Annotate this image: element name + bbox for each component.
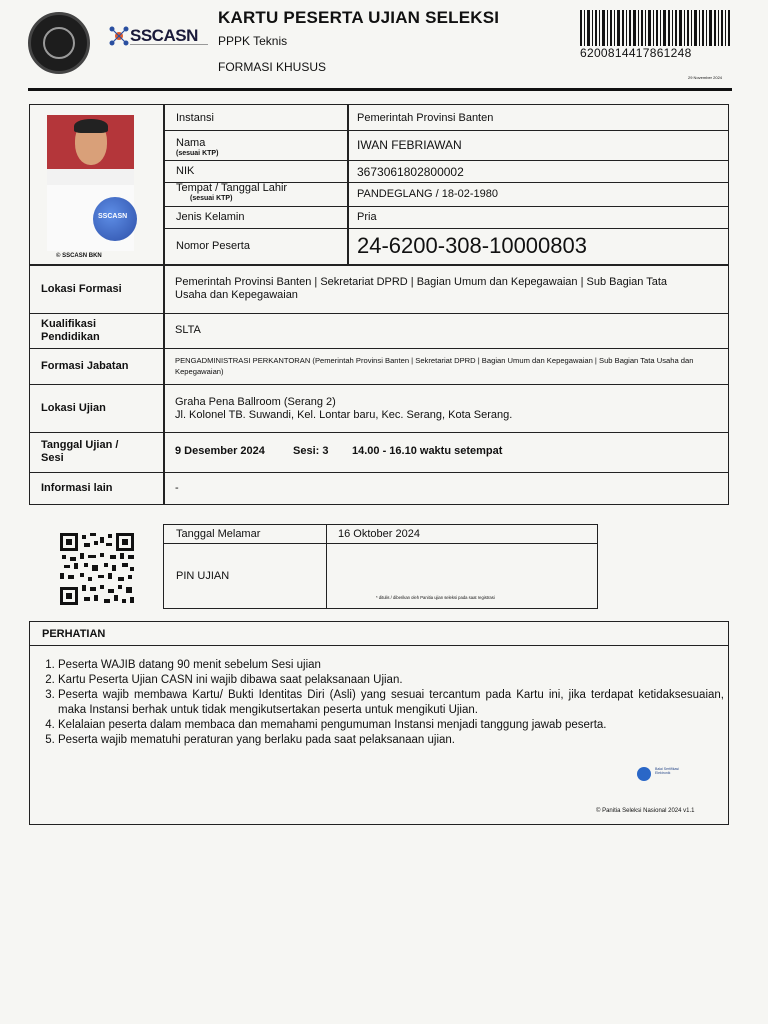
qr-code <box>60 533 134 605</box>
nomor-peserta-value: 24-6200-308-10000803 <box>357 233 587 258</box>
sesi-value: Sesi: 3 <box>293 445 329 457</box>
tanggal-ujian-label-1: Tanggal Ujian / <box>41 439 119 451</box>
informasi-lain-label: Informasi lain <box>41 482 113 494</box>
kualifikasi-label-1: Kualifikasi <box>41 318 97 330</box>
tanggal-melamar-label: Tanggal Melamar <box>176 528 261 540</box>
sscasn-logo <box>108 24 208 50</box>
ttl-value: PANDEGLANG / 18-02-1980 <box>357 188 499 200</box>
lokasi-formasi-value: Pemerintah Provinsi Banten | Sekretariat DPRD | Bagian Umum dan Kepegawaian | Sub Bagian Tata Usaha dan Kepegawaian <box>175 276 668 301</box>
nama-value: IWAN FEBRIAWAN <box>357 138 462 152</box>
instansi-label: Instansi <box>176 112 214 124</box>
ttl-label: Tempat / Tanggal Lahir <box>176 182 288 194</box>
tanggal-ujian-label-2: Sesi <box>41 452 64 464</box>
perhatian-item: 1. Peserta WAJIB datang 90 menit sebelum Sesi ujian <box>58 658 724 673</box>
instansi-value: Pemerintah Provinsi Banten <box>357 112 494 124</box>
nama-label: Nama <box>176 137 206 149</box>
print-date: 29 November 2024 <box>688 75 723 80</box>
perhatian-item: 2. Kartu Peserta Ujian CASN ini wajib dibawa saat pelaksanaan Ujian. <box>58 673 724 688</box>
bkn-logo <box>28 12 90 74</box>
lokasi-ujian-label: Lokasi Ujian <box>41 402 106 414</box>
sscasn-network-icon <box>108 24 130 48</box>
perhatian-item: 5. Peserta wajib mematuhi peraturan yang berlaku pada saat pelaksanaan ujian. <box>58 733 724 748</box>
kualifikasi-value: SLTA <box>175 324 201 336</box>
lokasi-ujian-line2: Jl. Kolonel TB. Suwandi, Kel. Lontar baru, Kec. Serang, Kota Serang. <box>175 409 513 421</box>
jenis-kelamin-label: Jenis Kelamin <box>176 211 245 223</box>
nama-sub: (sesuai KTP) <box>176 150 219 157</box>
card-subtitle-pppk: PPPK Teknis <box>218 34 288 48</box>
sscasn-stamp <box>93 197 137 241</box>
header-divider <box>28 88 732 91</box>
participant-photo <box>47 115 134 185</box>
pin-note: * ditulis / diberikan oleh Panitia ujian seleksi pada saat registrasi <box>376 595 495 600</box>
pin-ujian-label: PIN UJIAN <box>176 570 230 582</box>
nik-value: 3673061802800002 <box>357 165 464 179</box>
footer-copyright: © Panitia Seleksi Nasional 2024 v1.1 <box>596 808 695 814</box>
tanggal-ujian-value: 9 Desember 2024 <box>175 445 265 457</box>
formasi-jabatan-value: PENGADMINISTRASI PERKANTORAN (Pemerintah Provinsi Banten | Sekretariat DPRD | Bagian Umum dan Kepegawaian | Sub Bagian Tata Usaha dan Kepegawaian) <box>175 356 694 376</box>
barcode <box>580 10 730 46</box>
lokasi-ujian-line1: Graha Pena Ballroom (Serang 2) <box>175 396 336 408</box>
card-subtitle-formasi: FORMASI KHUSUS <box>218 60 327 74</box>
lokasi-formasi-label: Lokasi Formasi <box>41 283 122 295</box>
photo-caption: © SSCASN BKN <box>56 253 102 259</box>
formasi-jabatan-label: Formasi Jabatan <box>41 360 129 372</box>
perhatian-item: 4. Kelalaian peserta dalam membaca dan memahami pengumuman Instansi menjadi tanggung jawab peserta. <box>58 718 724 733</box>
waktu-value: 14.00 - 16.10 waktu setempat <box>352 445 503 457</box>
perhatian-title: PERHATIAN <box>42 628 106 640</box>
card-title: KARTU PESERTA UJIAN SELEKSI <box>218 8 500 27</box>
stamp-text: SSCASN <box>98 213 128 220</box>
perhatian-list <box>40 658 724 748</box>
nomor-peserta-label: Nomor Peserta <box>176 240 250 252</box>
kualifikasi-label-2: Pendidikan <box>41 331 100 343</box>
sscasn-logo-text: SSCASN <box>130 26 198 45</box>
informasi-lain-value: - <box>175 482 179 494</box>
jenis-kelamin-value: Pria <box>357 211 377 223</box>
perhatian-item: 3. Peserta wajib membawa Kartu/ Bukti Identitas Diri (Asli) yang sesuai tercantum pada Kartu ini, jika terdapat ketidaksesuaian, maka Instansi berhak untuk tidak mengikutsertakan peserta untuk mengikuti Ujian. <box>58 688 724 718</box>
ttl-sub: (sesuai KTP) <box>190 195 233 202</box>
tanggal-melamar-value: 16 Oktober 2024 <box>338 528 420 540</box>
nik-label: NIK <box>176 165 195 177</box>
barcode-number: 6200814417861248 <box>580 46 692 60</box>
bse-logo <box>637 765 687 783</box>
bse-logo-text: Balai Sertifikasi Elektronik <box>655 767 679 775</box>
